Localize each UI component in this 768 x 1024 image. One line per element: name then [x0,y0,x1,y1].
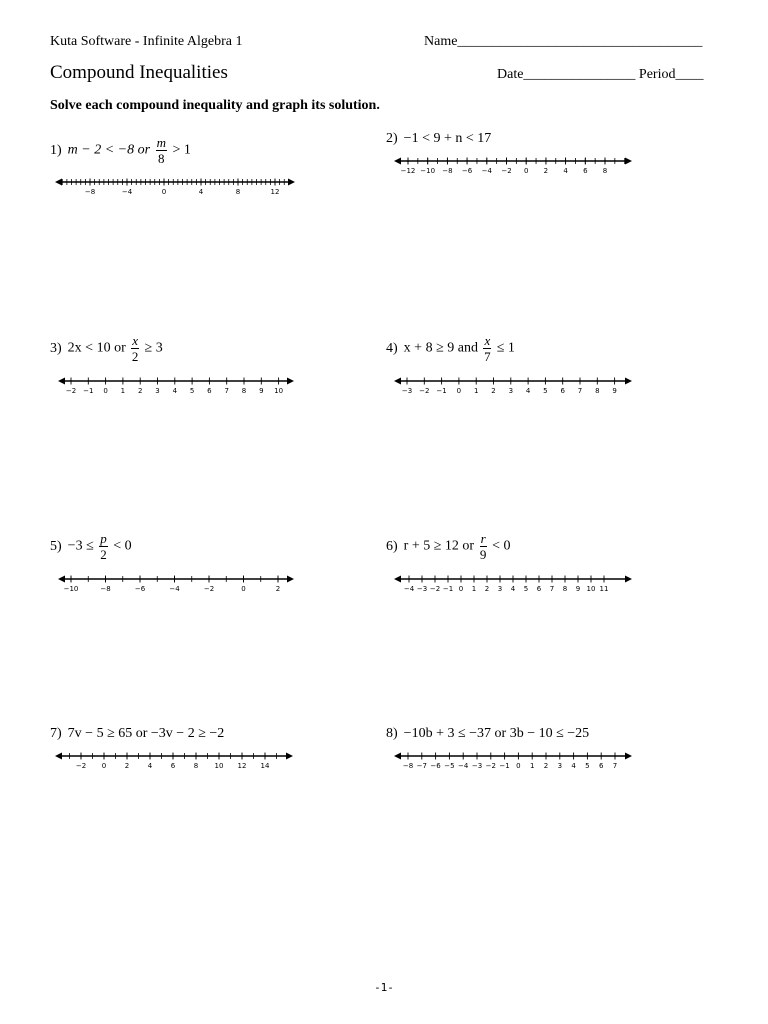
tick-label: 4 [147,762,153,770]
tick-label: 8 [235,188,241,196]
tick-label: 4 [525,387,531,395]
tick-label: 3 [497,585,503,593]
tick-label: −1 [436,387,447,395]
tick-label: 0 [523,167,529,175]
tick-label: −10 [63,585,79,593]
tick-label: 2 [543,762,549,770]
tick-label: 6 [598,762,604,770]
fraction-numerator: p [100,531,107,546]
problem-expression-start: r + 5 ≥ 12 or [403,538,478,554]
problem-expression-start: 2x < 10 or [67,340,130,356]
software-title: Kuta Software - Infinite Algebra 1 [50,34,243,49]
tick-label: −4 [169,585,180,593]
tick-label: 9 [575,585,581,593]
instructions: Solve each compound inequality and graph its solution. [50,98,380,113]
tick-label: 2 [491,387,496,395]
problem-expression: 7v − 5 ≥ 65 or −3v − 2 ≥ −2 [67,726,225,741]
problem-expression-start: −3 ≤ [67,538,98,554]
tick-label: −8 [442,167,453,175]
problem-expression-end: > 1 [168,142,191,158]
tick-label: 0 [456,387,462,395]
tick-label: 10 [586,585,596,593]
tick-label: −4 [481,167,492,175]
tick-label: 10 [274,387,284,395]
tick-label: 3 [155,387,160,395]
tick-label: 7 [549,585,555,593]
tick-label: 8 [602,167,608,175]
tick-label: −3 [401,387,413,395]
problem-number: 5) [50,538,62,554]
tick-label: 11 [599,585,609,593]
tick-label: −6 [134,585,146,593]
problem-expression-end: < 0 [488,538,511,554]
tick-label: 7 [224,387,229,395]
problem-expression-start: m − 2 < −8 or [67,142,154,158]
tick-label: 4 [172,387,178,395]
fraction-numerator: r [480,531,486,546]
problem-number: 2) [386,131,398,146]
tick-label: 14 [260,762,270,770]
tick-label: 6 [536,585,542,593]
tick-label: −3 [416,585,428,593]
tick-label: −6 [430,762,441,770]
problem-expression-end: ≥ 3 [141,340,163,356]
fraction-denominator: 8 [158,151,165,166]
tick-label: 6 [207,387,212,395]
tick-label: −7 [416,762,427,770]
tick-label: 8 [562,585,568,593]
tick-label: −2 [65,387,77,395]
tick-label: −2 [75,762,87,770]
tick-label: 5 [543,387,548,395]
date-period-field: Date________________ Period____ [497,67,704,82]
tick-label: 7 [612,762,618,770]
tick-label: −4 [458,762,469,770]
tick-label: 6 [583,167,588,175]
tick-label: 7 [577,387,583,395]
left-arrow [394,753,401,760]
fraction-numerator: x [132,333,139,348]
name-field: Name___________________________________ [424,34,703,49]
tick-label: 1 [529,762,535,770]
tick-label: −1 [83,387,94,395]
problem-expression: −1 < 9 + n < 17 [403,131,492,146]
tick-label: 1 [120,387,126,395]
problem-expression: −10b + 3 ≤ −37 or 3b − 10 ≤ −25 [403,726,590,741]
tick-label: 8 [241,387,247,395]
tick-label: 3 [508,387,514,395]
tick-label: 5 [585,762,590,770]
problem-expression-end: < 0 [109,538,132,554]
tick-label: 1 [473,387,479,395]
tick-label: −12 [400,167,416,175]
tick-label: 6 [560,387,565,395]
tick-label: 0 [516,762,521,770]
tick-label: 8 [193,762,199,770]
tick-label: −10 [420,167,436,175]
tick-label: 2 [484,585,490,593]
tick-label: 2 [124,762,130,770]
tick-label: 2 [275,585,281,593]
tick-label: 4 [563,167,568,175]
fraction-denominator: 2 [100,547,107,562]
tick-label: −1 [499,762,510,770]
tick-label: 12 [237,762,247,770]
tick-label: 8 [595,387,600,395]
right-arrow [625,753,632,760]
tick-label: 3 [557,762,563,770]
tick-label: −2 [419,387,430,395]
problem-number: 8) [386,726,398,741]
tick-label: 0 [103,387,108,395]
tick-label: 5 [189,387,195,395]
fraction-denominator: 9 [479,547,487,562]
problem-number: 3) [50,340,62,356]
tick-label: −5 [444,762,455,770]
problem-number: 6) [386,538,398,554]
tick-label: −3 [471,762,483,770]
tick-label: 5 [523,585,529,593]
tick-label: −1 [442,585,454,593]
problem-expression-start: x + 8 ≥ 9 and [403,340,482,356]
tick-label: 0 [241,585,246,593]
tick-label: 0 [101,762,107,770]
tick-label: −2 [203,585,215,593]
tick-label: 9 [612,387,617,395]
tick-label: −4 [121,188,133,196]
tick-label: 10 [214,762,224,770]
tick-label: −8 [84,188,96,196]
tick-label: −8 [402,762,414,770]
fraction-numerator: x [484,333,491,348]
tick-label: 4 [510,585,516,593]
tick-label: 4 [198,188,204,196]
fraction-numerator: m [156,135,166,150]
tick-label: −8 [100,585,111,593]
tick-label: 12 [270,188,280,196]
problem-expression-end: ≤ 1 [493,340,515,356]
tick-label: 4 [571,762,576,770]
tick-label: 6 [170,762,176,770]
problem-number: 4) [386,340,398,356]
tick-label: −2 [501,167,512,175]
tick-label: 0 [458,585,464,593]
tick-label: −4 [403,585,415,593]
fraction-denominator: 7 [484,349,491,364]
page-number: -1- [374,981,394,994]
tick-label: −2 [485,762,496,770]
problem-number: 7) [50,726,62,741]
worksheet-title: Compound Inequalities [50,62,228,83]
tick-label: −6 [461,167,473,175]
problem-number: 1) [50,142,62,158]
tick-label: 2 [543,167,549,175]
fraction-denominator: 2 [131,349,139,364]
tick-label: 2 [137,387,143,395]
tick-label: −2 [429,585,441,593]
tick-label: 0 [161,188,167,196]
tick-label: 9 [259,387,264,395]
tick-label: 1 [471,585,477,593]
